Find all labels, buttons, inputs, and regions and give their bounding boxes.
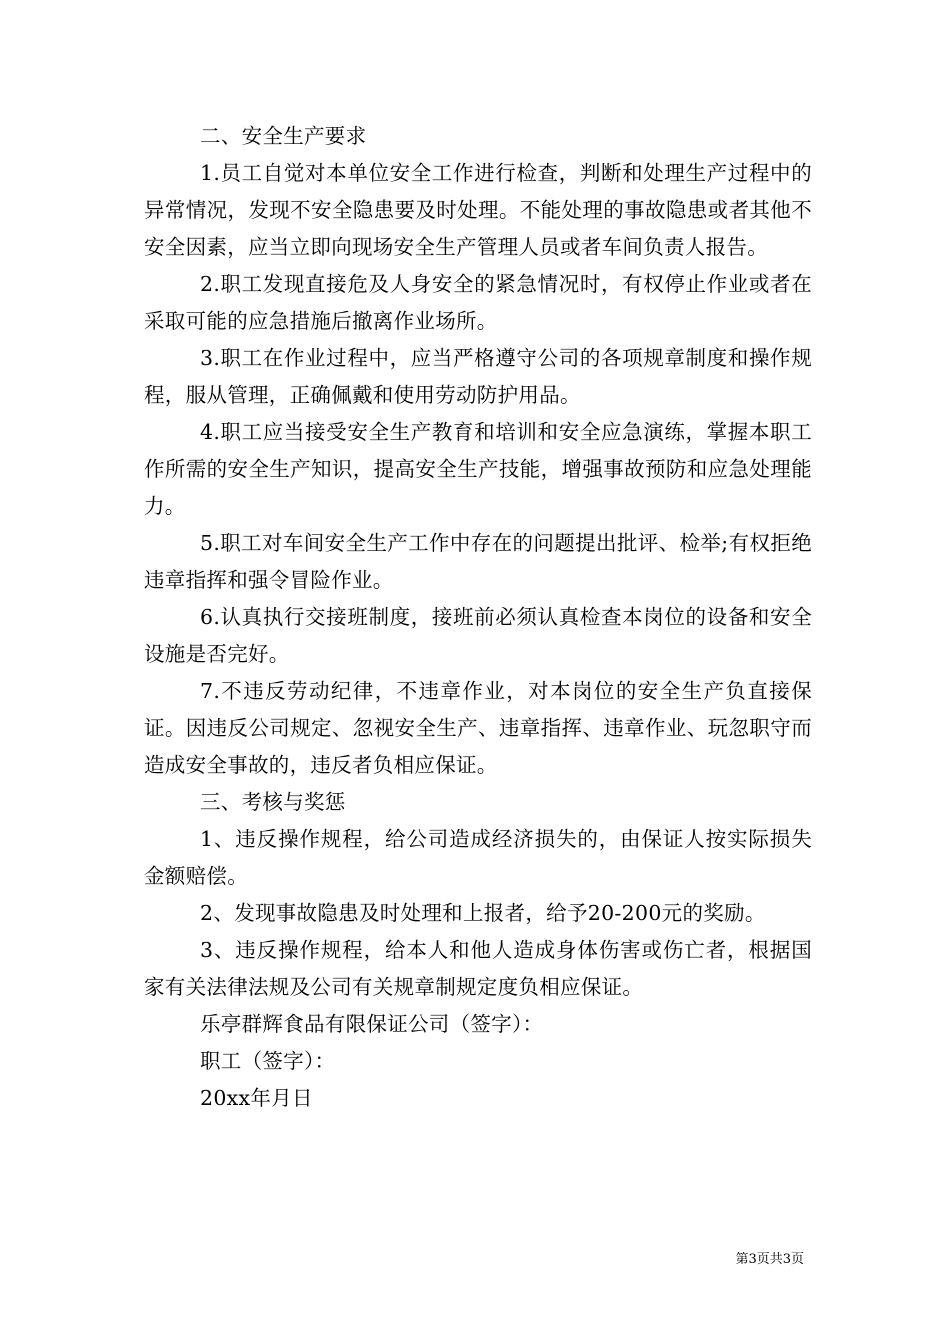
signature-date: 20xx年月日	[200, 1086, 313, 1110]
document-body	[144, 118, 812, 1117]
safety-item-7: 7.不违反劳动纪律，不违章作业，对本岗位的安全生产负直接保证。因违反公司规定、忽视安全生产、违章指挥、违章作业、玩忽职守而造成安全事故的，违反者负相应保证。	[144, 679, 812, 777]
safety-item-5: 5.职工对车间安全生产工作中存在的问题提出批评、检举;有权拒绝违章指挥和强令冒险作业。	[144, 531, 812, 592]
safety-item-1: 1.员工自觉对本单位安全工作进行检查，判断和处理生产过程中的异常情况，发现不安全隐患要及时处理。不能处理的事故隐患或者其他不安全因素，应当立即向现场安全生产管理人员或者车间负责人报告。	[144, 161, 812, 259]
safety-item-3: 3.职工在作业过程中，应当严格遵守公司的各项规章制度和操作规程，服从管理，正确佩戴和使用劳动防护用品。	[144, 346, 812, 407]
section-title-safety-requirements: 二、安全生产要求	[200, 124, 367, 148]
assessment-item-2: 2、发现事故隐患及时处理和上报者，给予20-200元的奖励。	[200, 901, 766, 925]
safety-item-4: 4.职工应当接受安全生产教育和培训和安全应急演练，掌握本职工作所需的安全生产知识，提高安全生产技能，增强事故预防和应急处理能力。	[144, 420, 812, 518]
assessment-item-3: 3、违反操作规程，给本人和他人造成身体伤害或伤亡者，根据国家有关法律法规及公司有关规章制规定度负相应保证。	[144, 938, 812, 999]
assessment-item-1: 1、违反操作规程，给公司造成经济损失的，由保证人按实际损失金额赔偿。	[144, 827, 812, 888]
section-title-assessment: 三、考核与奖惩	[200, 790, 346, 814]
page-indicator: 第3页共3页	[735, 1252, 804, 1267]
signature-employee: 职工（签字）：	[200, 1049, 336, 1073]
safety-item-6: 6.认真执行交接班制度，接班前必须认真检查本岗位的设备和安全设施是否完好。	[144, 605, 812, 666]
signature-company: 乐亭群辉食品有限保证公司（签字）：	[200, 1012, 544, 1036]
safety-item-2: 2.职工发现直接危及人身安全的紧急情况时，有权停止作业或者在采取可能的应急措施后撤离作业场所。	[144, 272, 812, 333]
